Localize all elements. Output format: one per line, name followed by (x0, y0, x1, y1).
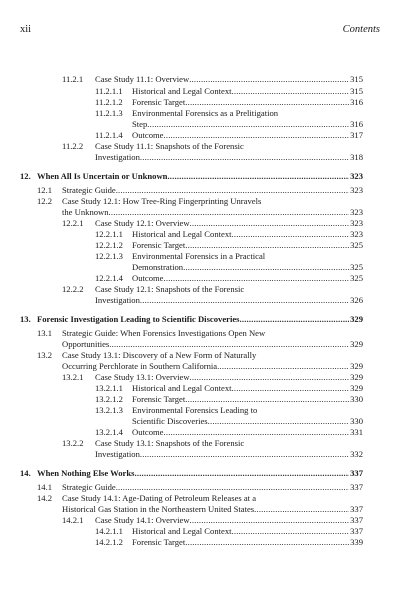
toc-entry-title: Opportunities (62, 339, 110, 349)
toc-entry-title: the Unknown (62, 207, 109, 217)
dot-leader (190, 218, 350, 229)
toc-entry-page: 330 (350, 416, 363, 426)
toc-entry-title: Strategic Guide: When Forensics Investigations Open New (62, 328, 266, 338)
toc-entry-title: Case Study 11.1: Overview (95, 74, 190, 84)
toc-entry-page: 339 (350, 537, 363, 547)
toc-entry-page: 330 (350, 394, 363, 404)
toc-entry-title: Outcome (132, 130, 164, 140)
dot-leader (190, 372, 350, 383)
toc-entry-title: Case Study 13.1: Overview (95, 372, 190, 382)
dot-leader (109, 339, 349, 350)
toc-entry-page: 315 (350, 74, 363, 84)
toc-entry-number: 11.2.1 (62, 74, 84, 84)
dot-leader (232, 526, 350, 537)
toc-entry-title: Case Study 12.1: How Tree-Ring Fingerprinting Unravels (62, 196, 262, 206)
dot-leader (140, 152, 349, 163)
dot-leader (164, 130, 350, 141)
toc-entry-title: Historical and Legal Context (132, 383, 232, 393)
toc-entry-page: 337 (350, 526, 363, 536)
dot-leader (190, 515, 350, 526)
toc-entry-page: 329 (350, 383, 363, 393)
toc-entry-page: 326 (350, 295, 363, 305)
toc-entry-page: 325 (350, 240, 363, 250)
toc-entry-title: When Nothing Else Works (37, 468, 135, 478)
toc-entry-title: Demonstration (132, 262, 184, 272)
toc-entry-title: Historical and Legal Context (132, 526, 232, 536)
toc-entry-title: Environmental Forensics as a Prelitigation (132, 108, 279, 118)
toc-entry-number: 11.2.1.3 (95, 108, 123, 118)
dot-leader (109, 207, 350, 218)
toc-entry-title: Case Study 13.1: Discovery of a New Form of Naturally (62, 350, 257, 360)
toc-entry-number: 12.2 (37, 196, 53, 206)
toc-entry-title: Historical Gas Station in the Northeastern United States (62, 504, 255, 514)
dot-leader (140, 295, 349, 306)
toc-entry-page: 329 (350, 314, 363, 324)
toc-entry-number: 12.2.1 (62, 218, 84, 228)
toc-entry-page: 323 (350, 185, 363, 195)
toc-entry-title: Case Study 11.1: Snapshots of the Forensic (95, 141, 244, 151)
dot-leader (135, 468, 350, 479)
toc-entry-title: Case Study 12.1: Overview (95, 218, 190, 228)
toc-entry-page: 329 (350, 361, 363, 371)
toc-entry-page: 329 (350, 339, 363, 349)
toc-entry-title: Environmental Forensics Leading to (132, 405, 258, 415)
toc-entry-number: 14.2.1.1 (95, 526, 123, 536)
toc-entry-title: Investigation (95, 295, 140, 305)
toc-entry-title: Scientific Discoveries (132, 416, 208, 426)
dot-leader (185, 240, 349, 251)
toc-entry-title: Forensic Target (132, 97, 186, 107)
toc-entry-title: Forensic Target (132, 240, 186, 250)
dot-leader (147, 119, 349, 130)
dot-leader (240, 314, 350, 325)
toc-entry-number: 13.2.1.1 (95, 383, 123, 393)
dot-leader (232, 229, 350, 240)
dot-leader (164, 427, 350, 438)
toc-entry-title: Case Study 14.1: Age-Dating of Petroleum Releases at a (62, 493, 257, 503)
toc-entry-title: Outcome (132, 273, 164, 283)
dot-leader (217, 361, 349, 372)
toc-entry-number: 14.2.1.2 (95, 537, 123, 547)
toc-entry-page: 331 (350, 427, 363, 437)
running-title: Contents (342, 24, 380, 35)
dot-leader (185, 97, 349, 108)
toc-entry-number: 11.2.1.1 (95, 86, 123, 96)
toc-entry-number: 11.2.1.4 (95, 130, 123, 140)
toc-entry-number: 12.2.1.3 (95, 251, 123, 261)
dot-leader (185, 394, 349, 405)
page-number: xii (20, 24, 32, 35)
dot-leader (140, 449, 349, 460)
dot-leader (232, 86, 350, 97)
toc-entry-number: 13.2.1 (62, 372, 84, 382)
toc-entry-number: 13.2.1.4 (95, 427, 123, 437)
toc-entry-number: 11.2.2 (62, 141, 84, 151)
toc-entry-number: 14.2.1 (62, 515, 84, 525)
toc-entry-number: 14.2 (37, 493, 53, 503)
toc-entry-title: Forensic Investigation Leading to Scientific Discoveries (37, 314, 240, 324)
toc-entry-number: 13.2.2 (62, 438, 84, 448)
toc-entry-number: 14. (20, 468, 31, 478)
toc-entry-number: 11.2.1.2 (95, 97, 123, 107)
toc-entry-title: Case Study 14.1: Overview (95, 515, 190, 525)
toc-entry-title: Strategic Guide (62, 482, 116, 492)
toc-entry-title: Investigation (95, 152, 140, 162)
toc-entry-number: 12.1 (37, 185, 53, 195)
toc-entry-page: 323 (350, 229, 363, 239)
toc-entry-page: 325 (350, 273, 363, 283)
toc-entry-title: Case Study 13.1: Snapshots of the Forensic (95, 438, 245, 448)
dot-leader (185, 537, 349, 548)
toc-entry-title: When All Is Uncertain or Unknown (37, 171, 168, 181)
toc-entry-number: 14.1 (37, 482, 53, 492)
toc-entry-title: Historical and Legal Context (132, 229, 232, 239)
toc-entry-number: 13.1 (37, 328, 53, 338)
toc-entry-number: 12.2.1.4 (95, 273, 123, 283)
toc-entry-page: 325 (350, 262, 363, 272)
toc-entry-title: Case Study 12.1: Snapshots of the Forensic (95, 284, 245, 294)
toc-entry-number: 13.2.1.2 (95, 394, 123, 404)
toc-entry-number: 13.2 (37, 350, 53, 360)
dot-leader (164, 273, 350, 284)
toc-entry-title: Environmental Forensics in a Practical (132, 251, 266, 261)
dot-leader (167, 171, 349, 182)
dot-leader (183, 262, 349, 273)
toc-entry-page: 316 (350, 119, 363, 129)
toc-entry-title: Step (132, 119, 148, 129)
toc-entry-number: 13. (20, 314, 31, 324)
toc-entry-page: 332 (350, 449, 363, 459)
toc-entry-page: 337 (350, 515, 363, 525)
toc-entry-title: Occurring Perchlorate in Southern California (62, 361, 218, 371)
toc-entry-title: Historical and Legal Context (132, 86, 232, 96)
toc-entry-page: 316 (350, 97, 363, 107)
toc-entry-title: Outcome (132, 427, 164, 437)
toc-entry-page: 317 (350, 130, 363, 140)
toc-entry-number: 12.2.1.1 (95, 229, 123, 239)
toc-entry-title: Forensic Target (132, 537, 186, 547)
dot-leader (208, 416, 349, 427)
toc-entry-number: 12.2.1.2 (95, 240, 123, 250)
dot-leader (232, 383, 350, 394)
toc-entry-page: 318 (350, 152, 363, 162)
toc-entry-page: 337 (350, 468, 363, 478)
toc-entry-page: 337 (350, 482, 363, 492)
toc-entry-page: 315 (350, 86, 363, 96)
toc-entry-page: 323 (350, 218, 363, 228)
toc-entry-title: Strategic Guide (62, 185, 116, 195)
dot-leader (189, 74, 349, 85)
toc-entry-title: Investigation (95, 449, 140, 459)
toc-entry-page: 337 (350, 504, 363, 514)
dot-leader (116, 482, 349, 493)
toc-entry-page: 323 (350, 171, 363, 181)
toc-entry-number: 12.2.2 (62, 284, 84, 294)
toc-entry-page: 329 (350, 372, 363, 382)
toc-entry-page: 323 (350, 207, 363, 217)
toc-entry-number: 12. (20, 171, 31, 181)
dot-leader (254, 504, 349, 515)
dot-leader (116, 185, 349, 196)
toc-entry-number: 13.2.1.3 (95, 405, 123, 415)
toc-entry-title: Forensic Target (132, 394, 186, 404)
